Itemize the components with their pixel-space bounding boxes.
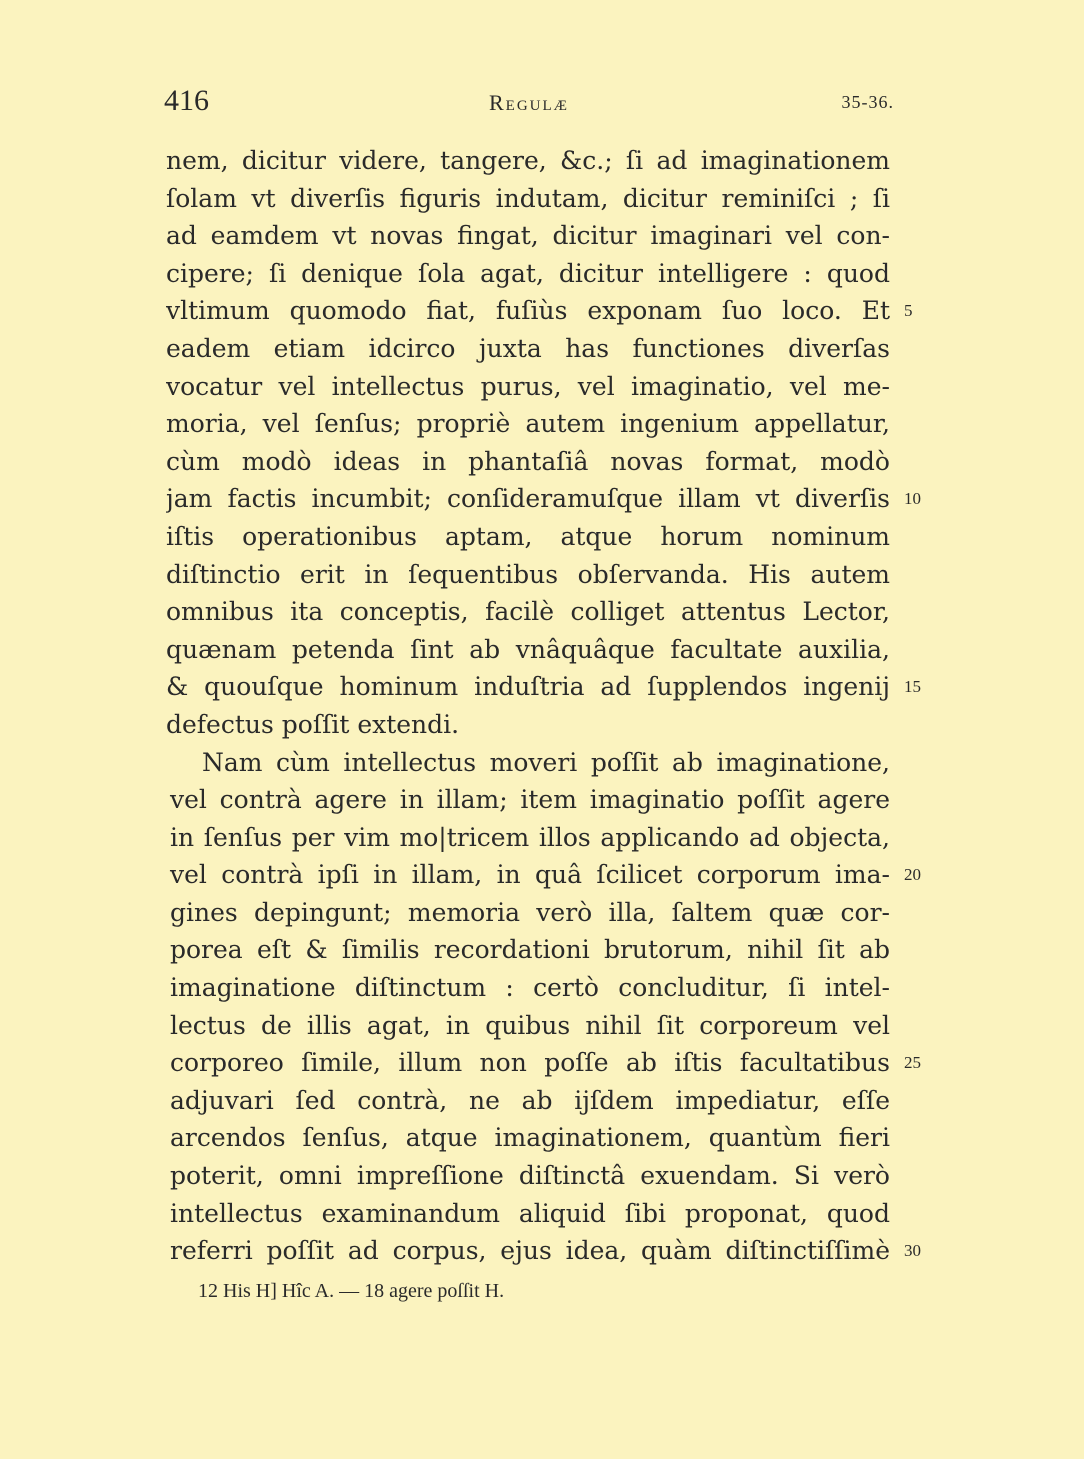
margin-line-number: 30: [904, 1241, 921, 1261]
text-line: referri poſſit ad corpus, ejus idea, quàm diſtinctiſſimè: [170, 1236, 890, 1266]
footnote: 12 His H] Hîc A. — 18 agere poſſit H.: [198, 1280, 505, 1302]
text-line: arcendos ſenſus, atque imaginationem, quantùm fieri: [170, 1123, 890, 1153]
text-line: jam factis incumbit; conſideramuſque illam vt diverſis: [166, 484, 890, 514]
text-line: vel contrà agere in illam; item imaginatio poſſit agere: [170, 785, 890, 815]
margin-line-number: 15: [904, 677, 921, 697]
text-line: defectus poſſit extendi.: [166, 709, 460, 739]
text-line: cùm modò ideas in phantaſiâ novas format, modò: [166, 446, 890, 476]
text-line: moria, vel ſenſus; propriè autem ingenium appellatur,: [166, 409, 890, 439]
text-line: quænam petenda ſint ab vnâquâque facultate auxilia,: [166, 634, 890, 664]
text-line: ad eamdem vt novas fingat, dicitur imaginari vel con-: [166, 221, 890, 251]
text-line: vel contrà ipſi in illam, in quâ ſcilicet corporum ima-: [170, 860, 890, 890]
rule-reference: 35-36.: [841, 92, 894, 112]
text-line: cipere; ſi denique ſola agat, dicitur intelligere : quod: [166, 258, 890, 288]
text-line: vocatur vel intellectus purus, vel imaginatio, vel me-: [166, 371, 890, 401]
text-line: lectus de illis agat, in quibus nihil ſit corporeum vel: [170, 1010, 890, 1040]
text-line: in ſenſus per vim mo|tricem illos applicando ad objecta,: [170, 822, 890, 852]
text-line: & quouſque hominum induſtria ad ſupplendos ingenij: [166, 672, 890, 702]
text-line: adjuvari ſed contrà, ne ab ijſdem impediatur, eſſe: [170, 1085, 890, 1115]
body-text: [166, 142, 890, 1270]
text-line: corporeo ſimile, illum non poſſe ab iſtis facultatibus: [170, 1048, 890, 1078]
page-number: 416: [164, 84, 209, 117]
page-header: [164, 84, 894, 124]
text-line: imaginatione diſtinctum : certò concluditur, ſi intel-: [170, 973, 890, 1003]
text-line: vltimum quomodo fiat, fuſiùs exponam ſuo loco. Et: [166, 296, 890, 326]
margin-line-number: 5: [904, 301, 913, 321]
text-line: iſtis operationibus aptam, atque horum nominum: [166, 521, 890, 551]
running-title: Regulæ: [488, 90, 569, 115]
text-line: gines depingunt; memoria verò illa, ſaltem quæ cor-: [170, 897, 890, 927]
text-line: porea eſt & ſimilis recordationi brutorum, nihil ſit ab: [170, 935, 890, 965]
text-line: eadem etiam idcirco juxta has functiones diverſas: [166, 333, 890, 363]
text-line: diſtinctio erit in ſequentibus obſervanda. His autem: [166, 559, 890, 589]
text-line: intellectus examinandum aliquid ſibi proponat, quod: [170, 1198, 890, 1228]
margin-line-number: 25: [904, 1053, 921, 1073]
text-line: ſolam vt diverſis figuris indutam, dicitur reminiſci ; ſi: [166, 183, 890, 213]
margin-line-number: 10: [904, 489, 921, 509]
text-line: omnibus ita conceptis, facilè colliget attentus Lector,: [166, 597, 890, 627]
text-line: nem, dicitur videre, tangere, &c.; ſi ad imaginationem: [166, 146, 890, 175]
margin-line-number: 20: [904, 865, 921, 885]
text-line: poterit, omni impreſſione diſtinctâ exuendam. Si verò: [170, 1161, 890, 1191]
paragraph-first-line: Nam cùm intellectus moveri poſſit ab imaginatione,: [202, 747, 890, 777]
